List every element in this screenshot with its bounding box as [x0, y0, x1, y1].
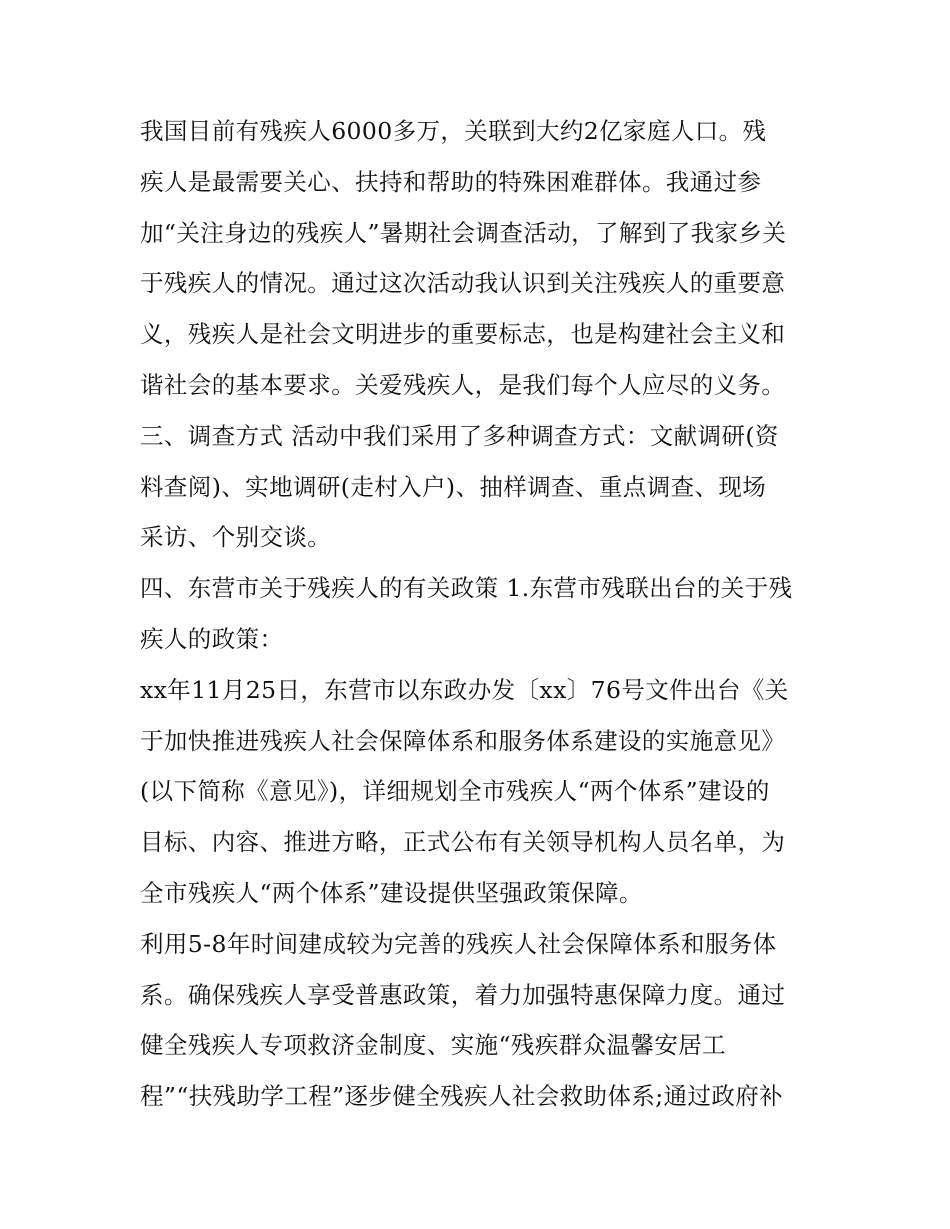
- section-heading-line: 四、东营市关于残疾人的有关政策 1.东营市残联出台的关于残: [140, 574, 793, 603]
- text-line: 于加快推进残疾人社会保障体系和服务体系建设的实施意见》: [140, 726, 786, 755]
- text-line: 我国目前有残疾人6000多万，关联到大约2亿家庭人口。残: [140, 117, 767, 145]
- body-text: [140, 106, 820, 1122]
- text-line: 疾人的政策：: [140, 624, 284, 653]
- text-line: 谐社会的基本要求。关爱残疾人，是我们每个人应尽的义务。: [140, 370, 786, 399]
- text-line: 目标、内容、推进方略，正式公布有关领导机构人员名单，为: [140, 828, 786, 857]
- section-heading-line: 三、调查方式 活动中我们采用了多种调查方式：文献调研(资: [140, 421, 779, 450]
- text-line: 全市残疾人“两个体系”建设提供坚强政策保障。: [140, 878, 643, 907]
- text-line: 疾人是最需要关心、扶持和帮助的特殊困难群体。我通过参: [140, 167, 762, 196]
- text-line: 加“关注身边的残疾人”暑期社会调查活动，了解到了我家乡关: [140, 218, 787, 247]
- text-line: 程”“扶残助学工程”逐步健全残疾人社会救助体系;通过政府补: [140, 1082, 784, 1111]
- text-line: xx年11月25日，东营市以东政办发〔xx〕76号文件出台《关: [140, 675, 789, 704]
- text-line: (以下简称《意见》)，详细规划全市残疾人“两个体系”建设的: [140, 777, 770, 806]
- text-line: 于残疾人的情况。通过这次活动我认识到关注残疾人的重要意: [140, 269, 786, 298]
- text-line: 料查阅)、实地调研(走村入户)、抽样调查、重点调查、现场: [140, 472, 767, 501]
- text-line: 利用5-8年时间建成较为完善的残疾人社会保障体系和服务体: [140, 929, 777, 958]
- text-line: 健全残疾人专项救济金制度、实施“残疾群众温馨安居工: [140, 1031, 727, 1060]
- text-line: 系。确保残疾人享受普惠政策，着力加强特惠保障力度。通过: [140, 980, 786, 1009]
- text-line: 义，残疾人是社会文明进步的重要标志，也是构建社会主义和: [140, 320, 786, 349]
- text-line: 采访、个别交谈。: [140, 523, 332, 552]
